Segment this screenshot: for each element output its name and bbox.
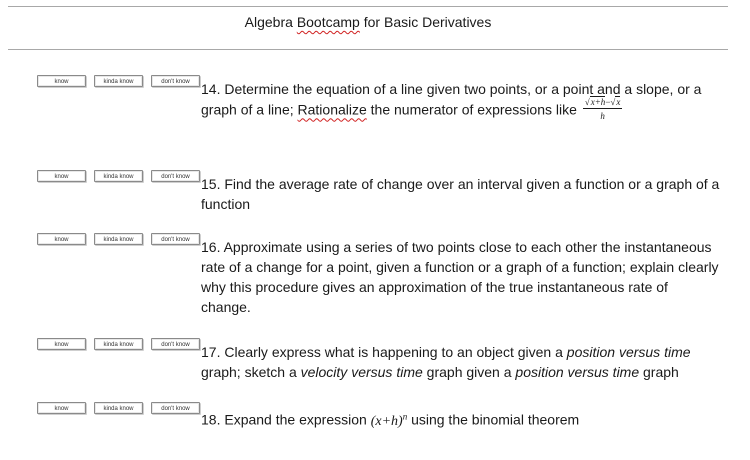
- know-button[interactable]: know: [37, 402, 86, 414]
- item-text-part: graph; sketch a: [201, 364, 301, 380]
- item-italic-phrase: position versus time: [515, 364, 640, 380]
- item-italic-phrase: velocity versus time: [300, 364, 423, 380]
- dont-know-button[interactable]: don't know: [151, 338, 200, 350]
- item-text: [201, 174, 731, 214]
- item-text: [201, 237, 721, 317]
- dont-know-button[interactable]: don't know: [151, 233, 200, 245]
- item-text: [201, 79, 731, 123]
- kinda-know-button[interactable]: kinda know: [94, 233, 143, 245]
- item-text: [201, 342, 731, 382]
- radicand: x: [616, 97, 621, 107]
- title-suffix: for Basic Derivatives: [359, 14, 492, 30]
- item-number: 18.: [201, 411, 221, 428]
- minus-sign: −: [605, 97, 611, 107]
- item-number: 17.: [201, 344, 221, 360]
- item-number: 16.: [201, 239, 221, 255]
- page-title: [0, 14, 736, 30]
- item-text-part: using the binomial theorem: [407, 411, 580, 428]
- item-text-part: Determine the equation of a line given two points, or a point and a slope, or a graph of a line;: [201, 81, 702, 118]
- item-number: 15.: [201, 176, 221, 192]
- kinda-know-button[interactable]: kinda know: [94, 402, 143, 414]
- item-text-part: Find the average rate of change over an interval given a function or a graph of a function: [201, 176, 720, 212]
- title-prefix: Algebra: [244, 14, 297, 30]
- item-text-part: Approximate using a series of two points close to each other the instantaneous rate of a change for a point, given a function or a graph of a function; explain clearly why this procedure gives an approximation of the true instantaneous rate of change.: [201, 239, 719, 315]
- title-flagged-word: Bootcamp: [296, 14, 360, 30]
- item-text: [201, 406, 731, 432]
- item-flagged-word: Rationalize: [297, 101, 367, 118]
- expression-base: (x+h): [370, 413, 403, 429]
- dont-know-button[interactable]: don't know: [151, 75, 200, 87]
- binomial-expression: [370, 411, 408, 429]
- kinda-know-button[interactable]: kinda know: [94, 75, 143, 87]
- dont-know-button[interactable]: don't know: [151, 402, 200, 414]
- rationalize-fraction: [583, 97, 623, 121]
- know-button[interactable]: know: [37, 233, 86, 245]
- know-button[interactable]: know: [37, 170, 86, 182]
- top-rule: [8, 6, 728, 7]
- title-divider: [8, 49, 728, 50]
- fraction-numerator: [583, 97, 623, 109]
- item-text-part: graph given a: [422, 364, 516, 380]
- radical-sign: √: [584, 97, 590, 107]
- radicand: x+h: [590, 97, 606, 107]
- item-italic-phrase: position versus time: [566, 344, 691, 360]
- expression-exponent: n: [402, 411, 408, 421]
- fraction-denominator: h: [600, 111, 605, 121]
- item-text-part: graph: [639, 364, 679, 380]
- dont-know-button[interactable]: don't know: [151, 170, 200, 182]
- item-number: 14.: [201, 81, 221, 97]
- item-text-part: the numerator of expressions like: [366, 101, 581, 118]
- kinda-know-button[interactable]: kinda know: [94, 170, 143, 182]
- know-button[interactable]: know: [37, 75, 86, 87]
- kinda-know-button[interactable]: kinda know: [94, 338, 143, 350]
- item-text-part: Clearly express what is happening to an object given a: [220, 344, 567, 360]
- know-button[interactable]: know: [37, 338, 86, 350]
- item-text-part: Expand the expression: [220, 411, 371, 428]
- radical-sign: √: [610, 97, 616, 107]
